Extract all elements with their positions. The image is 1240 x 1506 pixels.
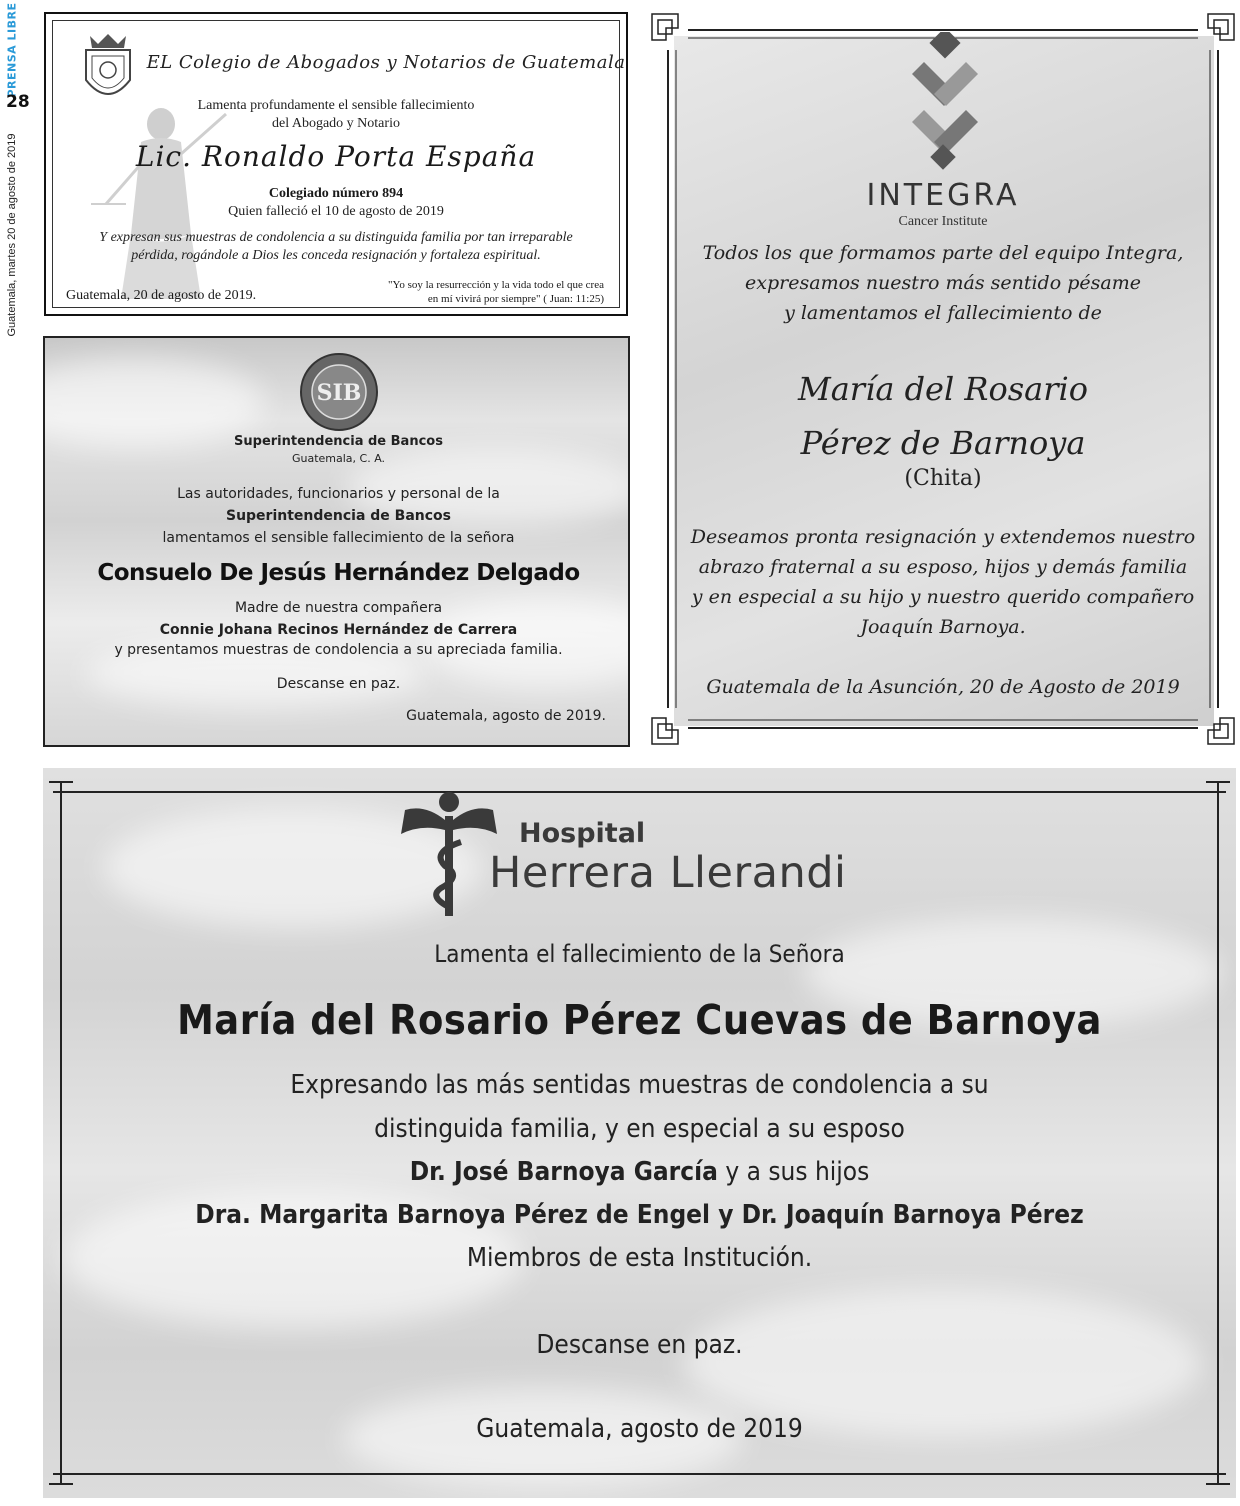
integra-line-3: y lamentamos el fallecimiento de bbox=[784, 302, 1102, 324]
place-date: Guatemala, 20 de agosto de 2019. bbox=[66, 288, 257, 303]
integra-body-3: y en especial a su hijo y nuestro querido compañero bbox=[691, 586, 1195, 608]
colegio-line-2: del Abogado y Notario bbox=[272, 116, 400, 131]
hospital-body-3 bbox=[43, 1157, 1236, 1187]
deceased-name-line-2: Pérez de Barnoya bbox=[800, 424, 1086, 462]
integra-line-1: Todos los que formamos parte del equipo Integra, bbox=[702, 242, 1184, 264]
hospital-body-1: Expresando las más sentidas muestras de condolencia a su bbox=[290, 1070, 989, 1100]
deceased-name: María del Rosario Pérez Cuevas de Barnoya bbox=[177, 996, 1102, 1044]
death-date: Quien falleció el 10 de agosto de 2019 bbox=[228, 204, 444, 219]
bible-quote bbox=[346, 278, 604, 306]
deceased-name-line-1: María del Rosario bbox=[797, 370, 1089, 408]
sib-date: Guatemala, agosto de 2019. bbox=[406, 708, 606, 724]
registration-number: Colegiado número 894 bbox=[268, 186, 404, 201]
sib-org-name: Superintendencia de Bancos bbox=[234, 434, 443, 449]
hospital-body-2: distinguida familia, y en especial a su esposo bbox=[374, 1114, 905, 1144]
hospital-name: Herrera Llerandi bbox=[489, 848, 847, 898]
integra-sub: Cancer Institute bbox=[898, 214, 988, 229]
rest-in-peace: Descanse en paz. bbox=[276, 676, 401, 692]
colegio-org-name: EL Colegio de Abogados y Notarios de Guatemala bbox=[146, 52, 626, 73]
condolence-line-1: Y expresan sus muestras de condolencia a su distinguida familia por tan irreparable bbox=[99, 230, 573, 245]
ad-hospital-herrera-llerandi bbox=[43, 768, 1236, 1498]
sib-line-1: Las autoridades, funcionarios y personal de la bbox=[177, 486, 500, 502]
colleague-name: Connie Johana Recinos Hernández de Carrera bbox=[159, 622, 518, 638]
integra-line-2: expresamos nuestro más sentido pésame bbox=[745, 272, 1141, 294]
integra-date: Guatemala de la Asunción, 20 de Agosto de 2019 bbox=[706, 676, 1180, 698]
sib-org-place: Guatemala, C. A. bbox=[291, 452, 386, 465]
caduceus-logo-icon bbox=[401, 790, 497, 918]
quote-line-1: "Yo soy la resurrección y la vida todo el que crea bbox=[388, 279, 604, 291]
deceased-name: Lic. Ronaldo Porta España bbox=[135, 140, 537, 173]
integra-body-4: Joaquín Barnoya. bbox=[860, 616, 1026, 638]
sib-logo-text: SIB bbox=[316, 380, 362, 406]
deceased-name: Consuelo De Jesús Hernández Delgado bbox=[97, 560, 580, 586]
page-number: 28 bbox=[6, 92, 30, 112]
hospital-body-4: Miembros de esta Institución. bbox=[466, 1243, 813, 1273]
spouse-name: Dr. José Barnoya García bbox=[409, 1157, 718, 1187]
sib-line-3: lamentamos el sensible fallecimiento de la señora bbox=[162, 530, 515, 546]
sib-line-4: Madre de nuestra compañera bbox=[234, 600, 443, 616]
page-margin bbox=[0, 0, 36, 1506]
sib-line-5: y presentamos muestras de condolencia a su apreciada familia. bbox=[114, 642, 563, 658]
newspaper-brand bbox=[2, 2, 22, 98]
brand-text: PRENSA LIBRE bbox=[5, 2, 19, 98]
rest-in-peace: Descanse en paz. bbox=[536, 1330, 743, 1360]
quote-line-2: en mí vivirá por siempre" ( Juan: 11:25) bbox=[427, 293, 604, 305]
dateline-text: Guatemala, martes 20 de agosto de 2019 bbox=[6, 133, 18, 337]
ad-superintendencia-bancos bbox=[43, 336, 630, 747]
integra-brand: INTEGRA bbox=[866, 178, 1020, 213]
sib-seal-icon bbox=[299, 352, 379, 432]
integra-logo-icon bbox=[910, 32, 980, 172]
colegio-line-1: Lamenta profundamente el sensible fallecimiento bbox=[197, 98, 475, 113]
hospital-word: Hospital bbox=[519, 818, 646, 849]
integra-body-1: Deseamos pronta resignación y extendemos nuestro bbox=[690, 526, 1196, 548]
dateline bbox=[2, 120, 22, 350]
integra-body-2: abrazo fraternal a su esposo, hijos y demás familia bbox=[698, 556, 1188, 578]
deceased-nickname: (Chita) bbox=[904, 466, 982, 491]
ad-colegio-abogados bbox=[44, 12, 628, 316]
hospital-lamenta: Lamenta el fallecimiento de la Señora bbox=[434, 940, 845, 968]
hospital-date: Guatemala, agosto de 2019 bbox=[476, 1414, 803, 1444]
hospital-body-3-tail: y a sus hijos bbox=[717, 1157, 870, 1187]
children-names: Dra. Margarita Barnoya Pérez de Engel y Dr. Joaquín Barnoya Pérez bbox=[195, 1200, 1084, 1230]
condolence-line-2: pérdida, rogándole a Dios les conceda resignación y fortaleza espiritual. bbox=[131, 248, 541, 263]
ad-integra-cancer-institute bbox=[648, 10, 1238, 748]
sib-line-2: Superintendencia de Bancos bbox=[225, 508, 452, 524]
